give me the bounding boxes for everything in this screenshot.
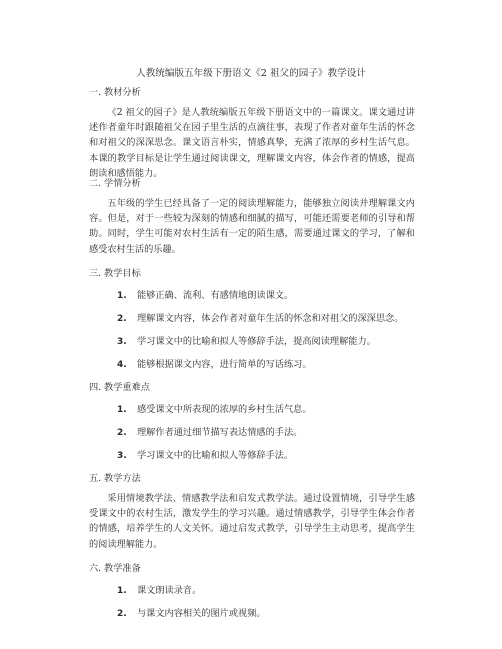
document-title: 人教统编版五年级下册语文《2 祖父的园子》教学设计 (136, 68, 366, 79)
list-item-number: 4. (117, 360, 127, 370)
section-heading-teaching-goals: 三. 教学目标 (89, 268, 141, 279)
section-heading-teaching-methods: 五. 教学方法 (89, 473, 141, 484)
section-paragraph-textbook-analysis: 《2 祖父的园子》是人教统编版五年级下册语文中的一篇课文。课文通过讲述作者童年时跟随祖父在园子里生活的点滴往事，表现了作者对童年生活的怀念和对祖父的深深思念。课文语言朴实，情感真挚，充满了浓厚的乡村生活气息。本课的教学目标是让学生通过阅读课文，理解课文内容，体会作者的情感，提高朗读和感悟能力。 (89, 107, 415, 179)
list-item (117, 358, 417, 372)
list-item-number: 1. (117, 586, 127, 596)
list-item-text: 感受课文中所表现的浓厚的乡村生活气息。 (137, 404, 312, 415)
list-item-number: 2. (117, 428, 127, 438)
list-item-number: 1. (117, 405, 127, 415)
list-item (117, 607, 417, 621)
list-item-number: 2. (117, 609, 127, 619)
list-item-text: 学习课文中的比喻和拟人等修辞手法，提高阅读理解能力。 (137, 336, 376, 347)
list-item-text: 能够正确、流利、有感情地朗读课文。 (137, 290, 294, 301)
list-item-text: 理解课文内容，体会作者对童年生活的怀念和对祖父的深深思念。 (137, 313, 404, 324)
section-heading-student-analysis: 二. 学情分析 (89, 178, 141, 189)
list-item-number: 3. (117, 337, 127, 347)
list-item (117, 335, 417, 349)
list-item-number: 3. (117, 451, 127, 461)
section-heading-textbook-analysis: 一. 教材分析 (89, 87, 141, 98)
list-item (117, 426, 417, 440)
list-item-text: 学习课文中的比喻和拟人等修辞手法。 (137, 450, 294, 461)
list-item-text: 课文朗读录音。 (137, 585, 202, 596)
list-item-text: 理解作者通过细节描写表达情感的手法。 (137, 427, 303, 438)
list-item (117, 449, 417, 463)
list-item-text: 能够根据课文内容，进行简单的写话练习。 (137, 359, 312, 370)
list-item (117, 403, 417, 417)
list-item-number: 2. (117, 314, 127, 324)
section-paragraph-student-analysis: 五年级的学生已经具备了一定的阅读理解能力，能够独立阅读并理解课文内容。但是，对于一些较为深刻的情感和细腻的描写，可能还需要老师的引导和帮助。同时，学生可能对农村生活有一定的陌生感，需要通过课文的学习，了解和感受农村生活的乐趣。 (89, 198, 415, 255)
section-heading-teaching-preparation: 六. 教学准备 (89, 563, 141, 574)
list-item (117, 289, 417, 303)
list-item-text: 与课文内容相关的图片或视频。 (137, 608, 266, 619)
list-item (117, 312, 417, 326)
section-paragraph-teaching-methods: 采用情境教学法、情感教学法和启发式教学法。通过设置情境，引导学生感受课文中的农村生活，激发学生的学习兴趣。通过情感教学，引导学生体会作者的情感，培养学生的人文关怀。通过启发式教学，引导学生主动思考，提高学生的阅读理解能力。 (89, 493, 415, 550)
list-item (117, 584, 417, 598)
list-item-number: 1. (117, 291, 127, 301)
section-heading-key-points: 四. 教学重难点 (89, 382, 150, 393)
